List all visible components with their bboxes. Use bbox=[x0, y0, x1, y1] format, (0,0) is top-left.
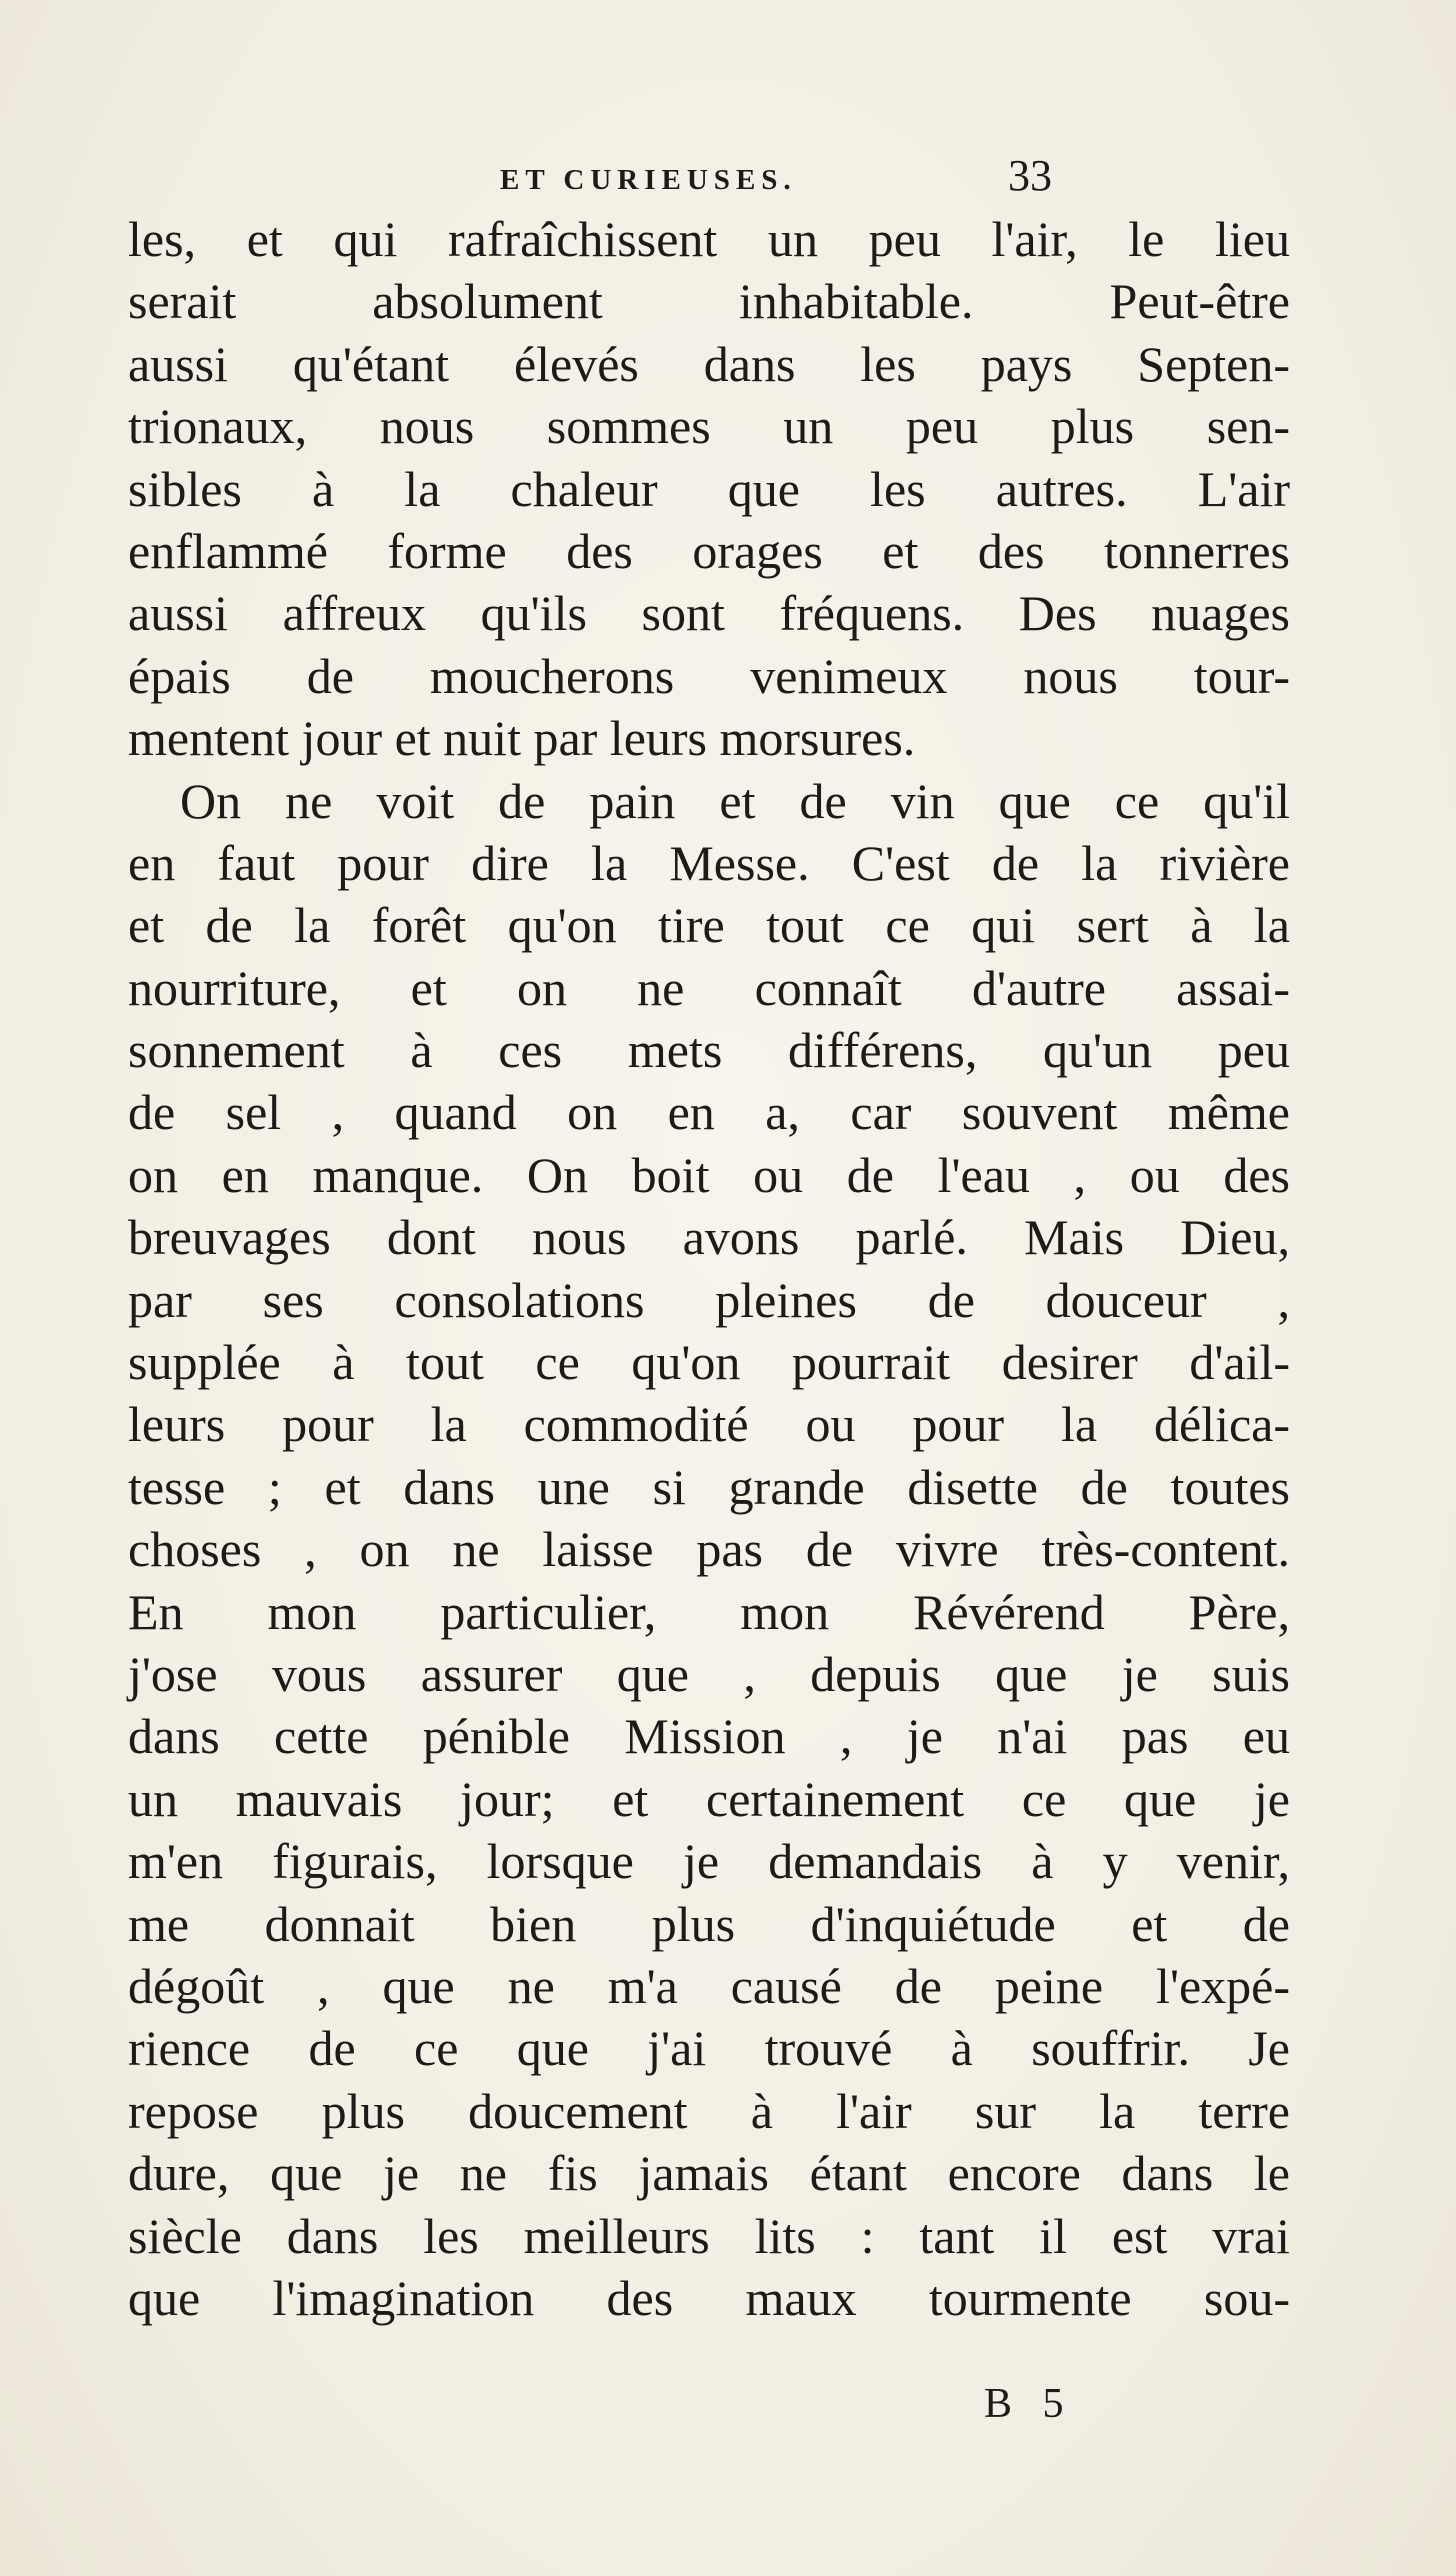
text-line: serait absolument inhabitable. Peut-être bbox=[128, 273, 1290, 330]
text-line: j'ose vous assurer que , depuis que je suis bbox=[128, 1645, 1290, 1702]
text-line: on en manque. On boit ou de l'eau , ou des bbox=[128, 1146, 1290, 1203]
text-line: et de la forêt qu'on tire tout ce qui sert à la bbox=[128, 897, 1290, 954]
page-number: 33 bbox=[1008, 151, 1052, 200]
text-line: aussi affreux qu'ils sont fréquens. Des nuages bbox=[128, 585, 1290, 642]
text-line: dégoût , que ne m'a causé de peine l'expé- bbox=[128, 1957, 1290, 2014]
text-line: de sel , quand on en a, car souvent même bbox=[128, 1084, 1290, 1141]
text-line: dure, que je ne fis jamais étant encore dans le bbox=[128, 2145, 1290, 2202]
text-line: repose plus doucement à l'air sur la terre bbox=[128, 2082, 1290, 2139]
text-line: m'en figurais, lorsque je demandais à y venir, bbox=[128, 1833, 1290, 1890]
text-line: leurs pour la commodité ou pour la délica- bbox=[128, 1396, 1290, 1453]
text-line: les, et qui rafraîchissent un peu l'air, le lieu bbox=[128, 211, 1290, 267]
text-line: enflammé forme des orages et des tonnerres bbox=[128, 522, 1290, 579]
text-line: siècle dans les meilleurs lits : tant il est vrai bbox=[128, 2207, 1290, 2264]
text-line: un mauvais jour; et certainement ce que je bbox=[128, 1770, 1290, 1827]
signature-mark: B 5 bbox=[984, 2381, 1074, 2427]
paragraph-start-line: On ne voit de pain et de vin que ce qu'il bbox=[180, 772, 1290, 829]
body-text bbox=[128, 208, 1290, 2329]
text-line: me donnait bien plus d'inquiétude et de bbox=[128, 1895, 1290, 1952]
text-line: aussi qu'étant élevés dans les pays Septen- bbox=[128, 335, 1290, 392]
text-line: par ses consolations pleines de douceur , bbox=[128, 1271, 1290, 1328]
text-line: sonnement à ces mets différens, qu'un peu bbox=[128, 1022, 1290, 1079]
text-line: en faut pour dire la Messe. C'est de la rivière bbox=[128, 834, 1290, 891]
text-line: sibles à la chaleur que les autres. L'air bbox=[128, 460, 1290, 517]
text-line: tesse ; et dans une si grande disette de toutes bbox=[128, 1458, 1290, 1515]
text-line: dans cette pénible Mission , je n'ai pas eu bbox=[128, 1708, 1290, 1765]
text-line: En mon particulier, mon Révérend Père, bbox=[128, 1583, 1290, 1640]
text-line: épais de moucherons venimeux nous tour- bbox=[128, 647, 1290, 704]
text-line: rience de ce que j'ai trouvé à souffrir. Je bbox=[128, 2020, 1290, 2077]
text-line: trionaux, nous sommes un peu plus sen- bbox=[128, 398, 1290, 455]
text-line: breuvages dont nous avons parlé. Mais Dieu, bbox=[128, 1209, 1290, 1266]
running-head: ET CURIEUSES. bbox=[500, 164, 797, 196]
text-line: mentent jour et nuit par leurs morsures. bbox=[128, 710, 916, 767]
page-header bbox=[460, 150, 1080, 210]
text-line: que l'imagination des maux tourmente sou- bbox=[128, 2269, 1290, 2326]
text-line: supplée à tout ce qu'on pourrait desirer d'ail- bbox=[128, 1334, 1290, 1391]
text-line: nourriture, et on ne connaît d'autre assai- bbox=[128, 959, 1290, 1016]
text-line: choses , on ne laisse pas de vivre très-content. bbox=[128, 1521, 1290, 1578]
